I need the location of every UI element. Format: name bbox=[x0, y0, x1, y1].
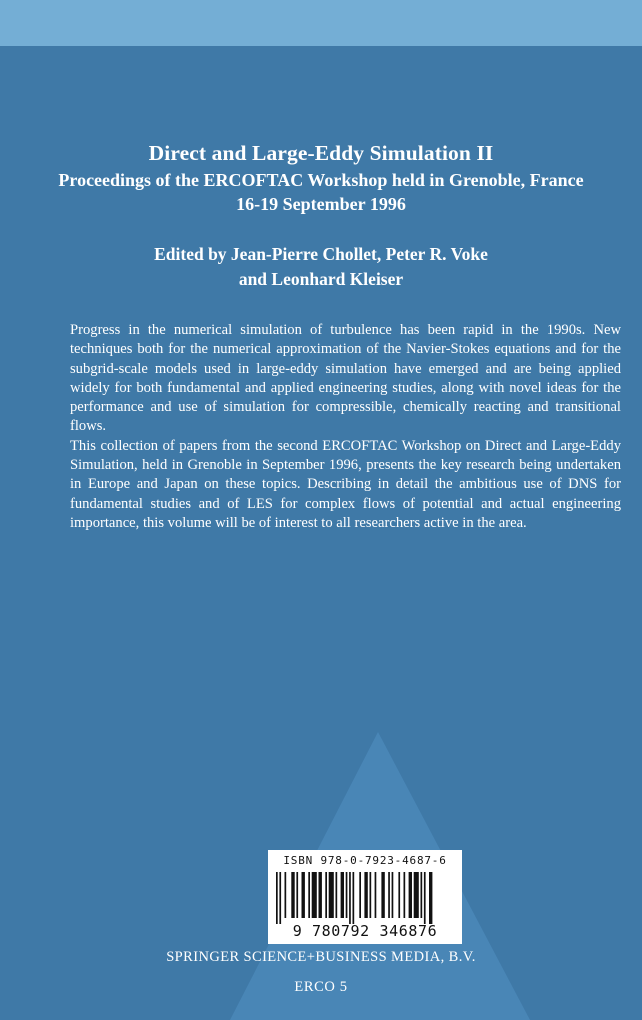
barcode-bar bbox=[285, 872, 287, 918]
barcode-bar bbox=[341, 872, 344, 918]
barcode-bar bbox=[291, 872, 294, 918]
barcode-bar bbox=[319, 872, 322, 918]
barcode-bar bbox=[421, 872, 423, 918]
abstract-paragraph-1: Progress in the numerical simulation of turbulence has been rapid in the 1990s. New techniques both for the numerical approximation of the Navier-Stokes equations and for the subgrid-scale models used in large-eddy simulation have emerged and are being applied widely for both fundamental and applied engineering studies, along with novel ideas for the performance and use of simulation for compressible, chemically reacting and transitional flows. bbox=[70, 322, 621, 435]
barcode-bar bbox=[302, 872, 305, 918]
barcode-bar bbox=[325, 872, 327, 918]
abstract bbox=[70, 321, 621, 533]
isbn-label: ISBN 978-0-7923-4687-6 bbox=[283, 854, 447, 867]
series-code: ERCO 5 bbox=[294, 979, 348, 995]
editors-block bbox=[0, 242, 642, 292]
ean-digits: 9 780792 346876 bbox=[292, 922, 438, 940]
editors-line1: Edited by Jean-Pierre Chollet, Peter R. Voke bbox=[154, 244, 488, 264]
publisher-name: SPRINGER SCIENCE+BUSINESS MEDIA, B.V. bbox=[166, 949, 476, 965]
barcode-bar bbox=[329, 872, 334, 918]
barcode-bar bbox=[336, 872, 338, 918]
title-block bbox=[0, 138, 642, 216]
back-cover bbox=[0, 46, 642, 1020]
barcode-bar bbox=[392, 872, 394, 918]
barcode-bar bbox=[359, 872, 361, 918]
barcode-bar bbox=[312, 872, 317, 918]
book-subtitle-line1: Proceedings of the ERCOFTAC Workshop held in Grenoble, France bbox=[58, 170, 584, 190]
barcode bbox=[268, 850, 462, 944]
barcode-bar bbox=[276, 872, 278, 924]
book-title: Direct and Large-Eddy Simulation II bbox=[148, 141, 494, 165]
abstract-paragraph-2: This collection of papers from the second ERCOFTAC Workshop on Direct and Large-Eddy Simulation, held in Grenoble in September 1996, presents the key research being undertaken in Europe and Japan on these topics. Describing in detail the ambitious use of DNS for fundamental studies and of LES for complex flows of potential and actual engineering importance, this volume will be of interest to all researchers active in the area. bbox=[70, 437, 621, 531]
barcode-bar bbox=[381, 872, 384, 918]
barcode-bar bbox=[414, 872, 419, 918]
barcode-bar bbox=[349, 872, 351, 924]
barcode-bar bbox=[346, 872, 348, 918]
barcode-bar bbox=[370, 872, 372, 918]
barcode-bar bbox=[364, 872, 367, 918]
barcode-bar bbox=[296, 872, 298, 918]
editors-line2: and Leonhard Kleiser bbox=[238, 269, 404, 289]
book-subtitle-line2: 16-19 September 1996 bbox=[236, 194, 406, 214]
barcode-bar bbox=[375, 872, 377, 918]
barcode-bar bbox=[308, 872, 310, 918]
top-color-band bbox=[0, 0, 642, 46]
barcode-bar bbox=[353, 872, 355, 924]
barcode-bar bbox=[388, 872, 390, 918]
barcode-bars bbox=[274, 872, 456, 924]
barcode-bar bbox=[409, 872, 412, 918]
barcode-bar bbox=[279, 872, 281, 924]
barcode-bar bbox=[424, 872, 426, 924]
barcode-bar bbox=[398, 872, 400, 918]
barcode-bar bbox=[429, 872, 432, 924]
barcode-bar bbox=[404, 872, 406, 918]
